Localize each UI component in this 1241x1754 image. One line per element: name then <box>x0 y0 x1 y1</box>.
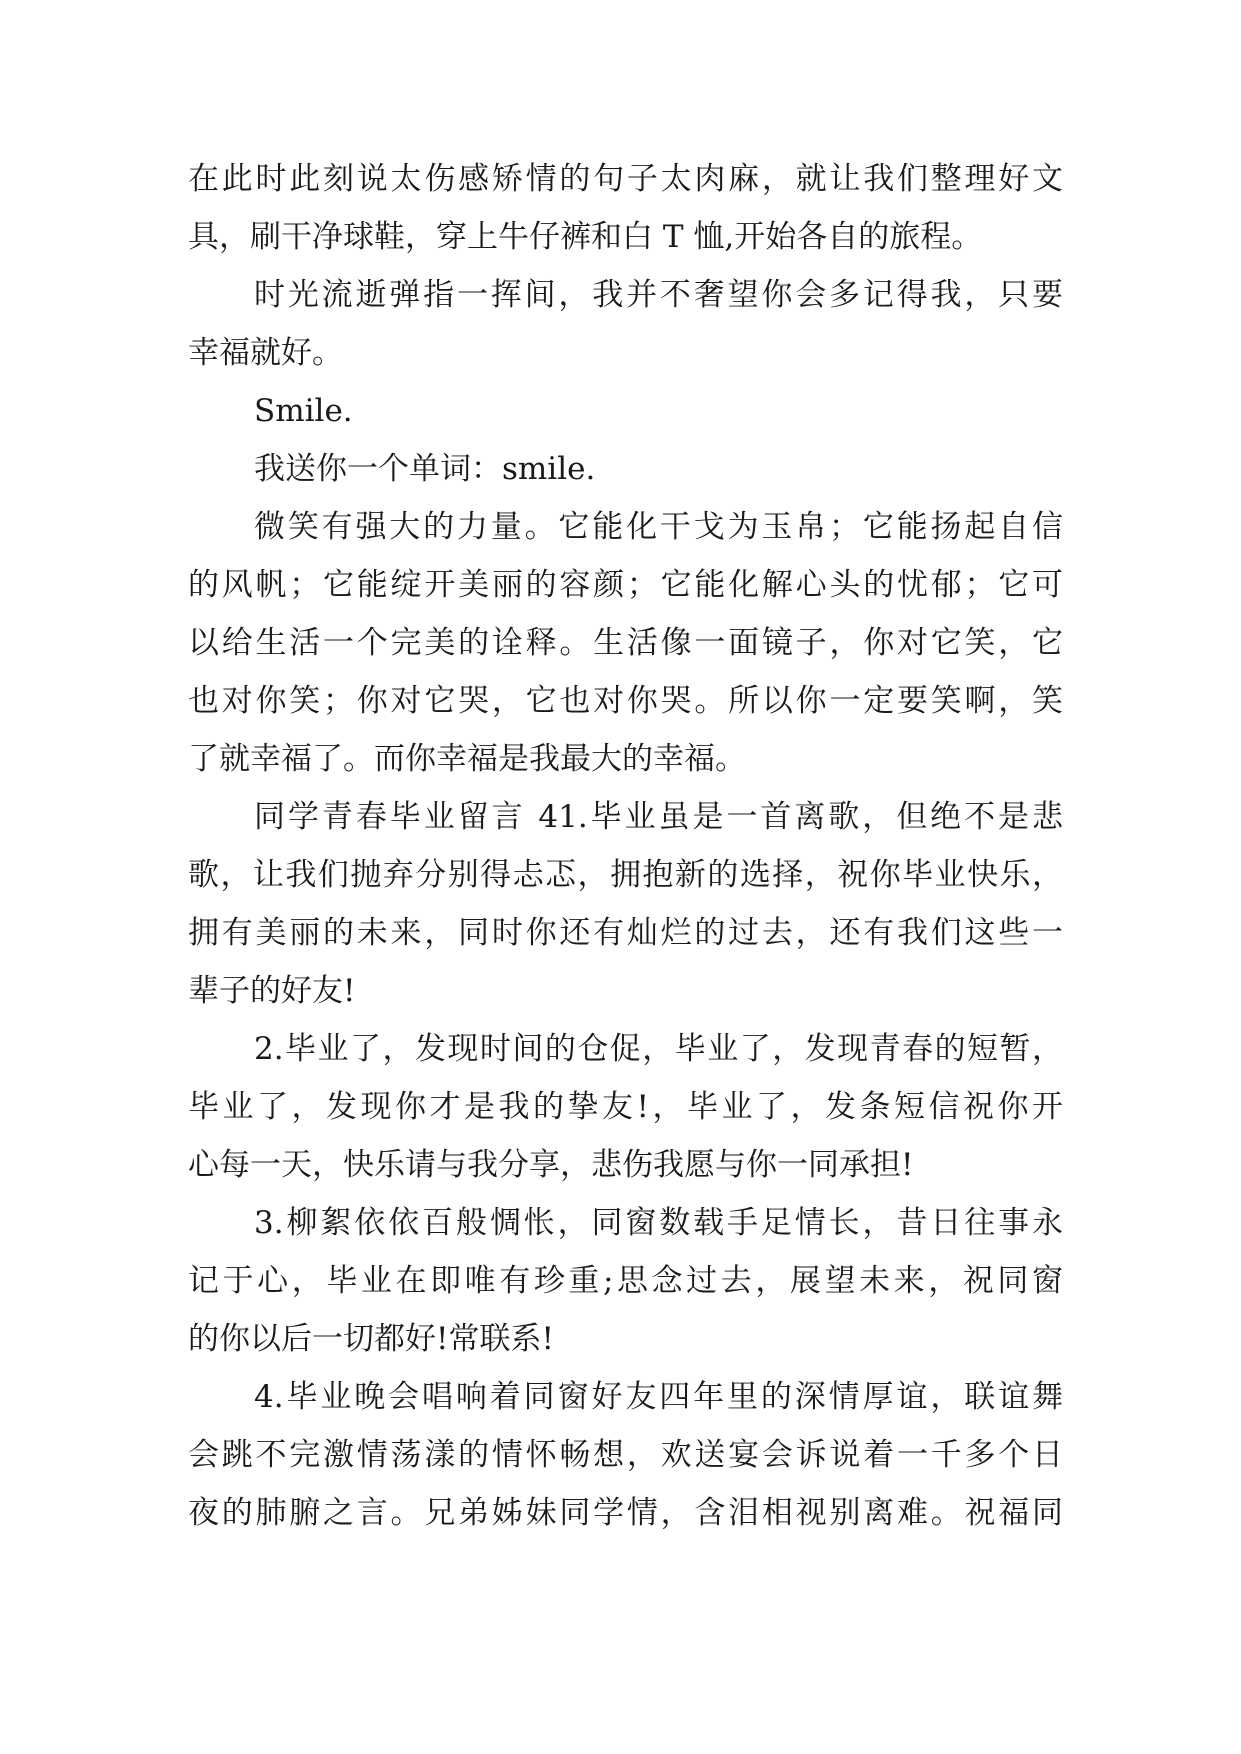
text-line-9: 以给生活一个完美的诠释。生活像一面镜子，你对它笑，它 <box>188 625 1063 661</box>
text-line-5: Smile. <box>254 393 353 429</box>
text-line-21: 的你以后一切都好!常联系! <box>188 1321 554 1357</box>
text-line-19: 3.柳絮依依百般惆怅，同窗数载手足情长，昔日往事永 <box>254 1205 1063 1241</box>
text-line-7: 微笑有强大的力量。它能化干戈为玉帛；它能扬起自信 <box>254 509 1063 545</box>
text-line-13: 歌，让我们抛弃分别得忐忑，拥抱新的选择，祝你毕业快乐， <box>188 857 1063 893</box>
text-line-17: 毕业了，发现你才是我的挚友!，毕业了，发条短信祝你开 <box>188 1089 1063 1125</box>
text-line-23: 会跳不完激情荡漾的情怀畅想，欢送宴会诉说着一千多个日 <box>188 1437 1063 1473</box>
text-line-22: 4.毕业晚会唱响着同窗好友四年里的深情厚谊，联谊舞 <box>254 1379 1063 1415</box>
text-line-20: 记于心，毕业在即唯有珍重;思念过去，展望未来，祝同窗 <box>188 1263 1063 1299</box>
text-line-18: 心每一天，快乐请与我分享，悲伤我愿与你一同承担! <box>188 1147 914 1183</box>
text-line-1: 在此时此刻说太伤感矫情的句子太肉麻，就让我们整理好文 <box>188 161 1063 197</box>
text-line-12: 同学青春毕业留言 41.毕业虽是一首离歌，但绝不是悲 <box>254 799 1063 835</box>
text-line-15: 辈子的好友! <box>188 973 356 1009</box>
text-line-6: 我送你一个单词：smile. <box>254 451 596 487</box>
text-line-4: 幸福就好。 <box>188 335 343 371</box>
text-line-16: 2.毕业了，发现时间的仓促，毕业了，发现青春的短暂， <box>254 1031 1063 1067</box>
text-line-11: 了就幸福了。而你幸福是我最大的幸福。 <box>188 741 746 777</box>
document-body <box>188 150 1063 1542</box>
text-line-8: 的风帆；它能绽开美丽的容颜；它能化解心头的忧郁；它可 <box>188 567 1063 603</box>
text-line-3: 时光流逝弹指一挥间，我并不奢望你会多记得我，只要 <box>254 277 1063 313</box>
text-line-14: 拥有美丽的未来，同时你还有灿烂的过去，还有我们这些一 <box>188 915 1063 951</box>
text-line-10: 也对你笑；你对它哭，它也对你哭。所以你一定要笑啊，笑 <box>188 683 1063 719</box>
text-line-24: 夜的肺腑之言。兄弟姊妹同学情，含泪相视别离难。祝福同 <box>188 1495 1063 1531</box>
text-line-2: 具，刷干净球鞋，穿上牛仔裤和白 T 恤,开始各自的旅程。 <box>188 219 983 255</box>
